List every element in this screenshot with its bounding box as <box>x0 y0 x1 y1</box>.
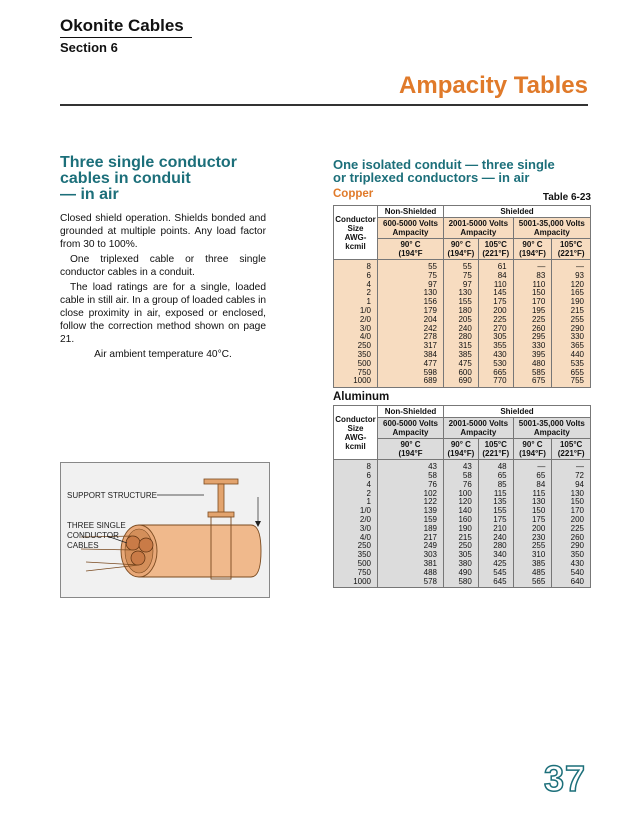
ampacity-cell: 150 <box>513 289 552 298</box>
ampacity-cell: 170 <box>552 507 591 516</box>
table-row <box>334 272 591 281</box>
ampacity-cell: 565 <box>513 578 552 588</box>
ampacity-cell: 255 <box>552 316 591 325</box>
ampacity-cell: 242 <box>378 325 444 334</box>
size-cell: 250 <box>334 542 378 551</box>
ampacity-cell: 475 <box>444 360 479 369</box>
ampacity-cell: 100 <box>444 490 479 499</box>
size-cell: 350 <box>334 551 378 560</box>
ampacity-cell: 380 <box>444 560 479 569</box>
ampacity-cell: 75 <box>378 272 444 281</box>
header-section: Section 6 <box>60 40 118 55</box>
size-cell: 4 <box>334 281 378 290</box>
title-rule <box>60 104 588 106</box>
size-cell: 1 <box>334 498 378 507</box>
size-cell: 3/0 <box>334 525 378 534</box>
ampacity-cell: 490 <box>444 569 479 578</box>
ampacity-cell: 240 <box>478 534 513 543</box>
ampacity-cell: 600 <box>444 369 479 378</box>
ampacity-cell: — <box>513 260 552 272</box>
ampacity-cell: 140 <box>444 507 479 516</box>
label-line: THREE SINGLE <box>67 521 126 530</box>
paragraph: One triplexed cable or three single conductor cables in a conduit. <box>60 254 266 278</box>
ampacity-cell: 190 <box>444 525 479 534</box>
ampacity-cell: 255 <box>513 542 552 551</box>
ampacity-cell: 310 <box>513 551 552 560</box>
ampacity-cell: 65 <box>513 472 552 481</box>
size-header: Conductor Size AWG- kcmil <box>334 206 378 260</box>
ampacity-cell: 135 <box>478 498 513 507</box>
ampacity-cell: 385 <box>444 351 479 360</box>
ampacity-cell: 139 <box>378 507 444 516</box>
ampacity-cell: 488 <box>378 569 444 578</box>
ampacity-cell: 210 <box>478 525 513 534</box>
size-cell: 1/0 <box>334 307 378 316</box>
right-heading-line: or triplexed conductors — in air <box>333 170 530 185</box>
label-line: CABLES <box>67 541 99 550</box>
ampacity-cell: 175 <box>513 516 552 525</box>
ampacity-cell: 130 <box>378 289 444 298</box>
ampacity-cell: 381 <box>378 560 444 569</box>
ampacity-cell: 278 <box>378 333 444 342</box>
ampacity-cell: 120 <box>444 498 479 507</box>
ampacity-cell: 655 <box>552 369 591 378</box>
ampacity-cell: 115 <box>513 490 552 499</box>
ampacity-cell: 535 <box>552 360 591 369</box>
ampacity-cell: 72 <box>552 472 591 481</box>
ampacity-cell: 260 <box>513 325 552 334</box>
ampacity-cell: 115 <box>478 490 513 499</box>
size-cell: 750 <box>334 369 378 378</box>
label-line: CONDUCTOR <box>67 531 119 540</box>
beam-bottom-flange <box>208 512 234 517</box>
paragraph: Closed shield operation. Shields bonded and grounded at multiple points. Any load factor from 30 to 100%. <box>60 213 266 250</box>
ampacity-cell: 645 <box>478 578 513 588</box>
cable-end <box>126 536 140 550</box>
size-cell: 4/0 <box>334 534 378 543</box>
ampacity-cell: — <box>552 460 591 472</box>
table-number: Table 6-23 <box>542 192 591 203</box>
ampacity-cell: 280 <box>444 333 479 342</box>
cable-end <box>139 538 153 552</box>
ampacity-cell: 477 <box>378 360 444 369</box>
ampacity-cell: 156 <box>378 298 444 307</box>
left-body <box>60 212 266 361</box>
ampacity-cell: 240 <box>444 325 479 334</box>
ampacity-cell: 76 <box>444 481 479 490</box>
size-cell: 2/0 <box>334 516 378 525</box>
size-cell: 4/0 <box>334 333 378 342</box>
right-column <box>333 158 591 588</box>
size-header: Conductor Size AWG- kcmil <box>334 406 378 460</box>
ampacity-cell: 93 <box>552 272 591 281</box>
ampacity-cell: 150 <box>552 498 591 507</box>
left-heading-line: Three single conductor <box>60 154 237 171</box>
ampacity-cell: 690 <box>444 377 479 387</box>
ampacity-cell: 175 <box>478 298 513 307</box>
ampacity-cell: 305 <box>478 333 513 342</box>
right-heading-line: One isolated conduit — three single <box>333 157 555 172</box>
volt-header: 5001-35,000 Volts Ampacity <box>513 218 590 239</box>
ampacity-cell: 75 <box>444 272 479 281</box>
ampacity-cell: 200 <box>513 525 552 534</box>
ampacity-cell: 165 <box>552 289 591 298</box>
ampacity-cell: 58 <box>378 472 444 481</box>
ampacity-cell: 175 <box>478 516 513 525</box>
size-cell: 1000 <box>334 578 378 588</box>
ampacity-cell: 159 <box>378 516 444 525</box>
ampacity-cell: 305 <box>444 551 479 560</box>
beam-top-flange <box>204 479 238 484</box>
page-title: Ampacity Tables <box>399 72 588 99</box>
size-cell: 250 <box>334 342 378 351</box>
temp-header: 90° C (194°F <box>378 239 444 260</box>
ampacity-cell: 217 <box>378 534 444 543</box>
ampacity-cell: 97 <box>444 281 479 290</box>
ampacity-cell: 189 <box>378 525 444 534</box>
ambient-text: Air ambient temperature 40°C. <box>94 349 232 360</box>
ampacity-cell: 385 <box>513 560 552 569</box>
ampacity-cell: 355 <box>478 342 513 351</box>
ampacity-cell: 97 <box>378 281 444 290</box>
ampacity-cell: — <box>513 460 552 472</box>
ampacity-cell: 260 <box>552 534 591 543</box>
ampacity-cell: 430 <box>478 351 513 360</box>
header-rule <box>60 37 192 38</box>
ampacity-cell: 270 <box>478 325 513 334</box>
size-cell: 6 <box>334 272 378 281</box>
temp-header: 90° C (194°F) <box>444 439 479 460</box>
ampacity-cell: 65 <box>478 472 513 481</box>
copper-label: Copper <box>333 188 374 200</box>
temp-header: 105°C (221°F) <box>478 239 513 260</box>
size-cell: 1000 <box>334 377 378 387</box>
size-cell: 2 <box>334 490 378 499</box>
size-cell: 1 <box>334 298 378 307</box>
ampacity-cell: 205 <box>444 316 479 325</box>
ampacity-cell: 43 <box>378 460 444 472</box>
ampacity-cell: 122 <box>378 498 444 507</box>
ampacity-cell: 155 <box>478 507 513 516</box>
size-cell: 500 <box>334 360 378 369</box>
ampacity-cell: 578 <box>378 578 444 588</box>
ampacity-cell: 425 <box>478 560 513 569</box>
ampacity-cell: 55 <box>378 260 444 272</box>
ampacity-cell: 43 <box>444 460 479 472</box>
label-cables <box>67 521 126 551</box>
ampacity-cell: — <box>552 260 591 272</box>
temp-header: 105°C (221°F) <box>552 239 591 260</box>
ampacity-cell: 295 <box>513 333 552 342</box>
ampacity-cell: 61 <box>478 260 513 272</box>
ampacity-cell: 225 <box>478 316 513 325</box>
ampacity-cell: 225 <box>552 525 591 534</box>
ampacity-cell: 330 <box>552 333 591 342</box>
copper-table <box>333 205 591 388</box>
ampacity-cell: 303 <box>378 551 444 560</box>
ampacity-cell: 85 <box>478 481 513 490</box>
table-row <box>334 578 591 588</box>
size-cell: 750 <box>334 569 378 578</box>
ampacity-cell: 430 <box>552 560 591 569</box>
ampacity-cell: 280 <box>478 542 513 551</box>
ampacity-cell: 145 <box>478 289 513 298</box>
shielded-header: Shielded <box>444 406 591 418</box>
size-cell: 3/0 <box>334 325 378 334</box>
size-cell: 350 <box>334 351 378 360</box>
ampacity-cell: 340 <box>478 551 513 560</box>
ampacity-cell: 598 <box>378 369 444 378</box>
ampacity-cell: 195 <box>513 307 552 316</box>
table-row <box>334 377 591 387</box>
ampacity-cell: 48 <box>478 460 513 472</box>
ampacity-cell: 665 <box>478 369 513 378</box>
size-cell: 500 <box>334 560 378 569</box>
ampacity-cell: 110 <box>513 281 552 290</box>
temp-header: 90° C (194°F) <box>513 239 552 260</box>
volt-header: 5001-35,000 Volts Ampacity <box>513 418 590 439</box>
left-column <box>60 155 266 363</box>
volt-header: 2001-5000 Volts Ampacity <box>444 218 514 239</box>
table-row <box>334 260 591 272</box>
size-cell: 8 <box>334 460 378 472</box>
ampacity-cell: 94 <box>552 481 591 490</box>
ampacity-cell: 290 <box>552 325 591 334</box>
ampacity-cell: 580 <box>444 578 479 588</box>
shielded-header: Shielded <box>444 206 591 218</box>
ampacity-cell: 200 <box>478 307 513 316</box>
temp-header: 105°C (221°F) <box>552 439 591 460</box>
ampacity-cell: 290 <box>552 542 591 551</box>
ampacity-cell: 585 <box>513 369 552 378</box>
ampacity-cell: 179 <box>378 307 444 316</box>
ampacity-cell: 317 <box>378 342 444 351</box>
temp-header: 90° C (194°F <box>378 439 444 460</box>
right-heading <box>333 158 591 184</box>
ampacity-cell: 200 <box>552 516 591 525</box>
ampacity-cell: 315 <box>444 342 479 351</box>
ampacity-cell: 180 <box>444 307 479 316</box>
left-heading <box>60 155 266 203</box>
ampacity-cell: 770 <box>478 377 513 387</box>
conduit-illustration <box>60 462 270 598</box>
volt-header: 2001-5000 Volts Ampacity <box>444 418 514 439</box>
ampacity-cell: 160 <box>444 516 479 525</box>
beam-web <box>218 484 224 514</box>
ampacity-cell: 130 <box>513 498 552 507</box>
ampacity-cell: 58 <box>444 472 479 481</box>
ampacity-cell: 102 <box>378 490 444 499</box>
size-cell: 4 <box>334 481 378 490</box>
temp-header: 105°C (221°F) <box>478 439 513 460</box>
ampacity-cell: 110 <box>478 281 513 290</box>
ampacity-cell: 384 <box>378 351 444 360</box>
ampacity-cell: 230 <box>513 534 552 543</box>
non-shielded-header: Non-Shielded <box>378 206 444 218</box>
ampacity-cell: 440 <box>552 351 591 360</box>
ampacity-cell: 190 <box>552 298 591 307</box>
ampacity-cell: 130 <box>444 289 479 298</box>
ampacity-cell: 150 <box>513 507 552 516</box>
aluminum-table <box>333 405 591 588</box>
ampacity-cell: 130 <box>552 490 591 499</box>
label-support-structure: SUPPORT STRUCTURE <box>67 491 157 500</box>
ampacity-cell: 330 <box>513 342 552 351</box>
ampacity-cell: 755 <box>552 377 591 387</box>
size-cell: 8 <box>334 260 378 272</box>
ampacity-cell: 84 <box>513 481 552 490</box>
ampacity-cell: 250 <box>444 542 479 551</box>
ampacity-cell: 350 <box>552 551 591 560</box>
left-heading-line: — in air <box>60 186 119 203</box>
header-title: Okonite Cables <box>60 16 184 35</box>
ampacity-cell: 540 <box>552 569 591 578</box>
volt-header: 600-5000 Volts Ampacity <box>378 418 444 439</box>
ampacity-cell: 480 <box>513 360 552 369</box>
paragraph: The load ratings are for a single, loaded cable in still air. In a group of loaded cables in close proximity in air, exposed or enclosed, follow the correction method shown on page 21. <box>60 282 266 345</box>
ampacity-cell: 84 <box>478 272 513 281</box>
ampacity-cell: 395 <box>513 351 552 360</box>
ampacity-cell: 689 <box>378 377 444 387</box>
ampacity-cell: 83 <box>513 272 552 281</box>
ampacity-cell: 170 <box>513 298 552 307</box>
size-cell: 2/0 <box>334 316 378 325</box>
ampacity-cell: 120 <box>552 281 591 290</box>
ampacity-cell: 225 <box>513 316 552 325</box>
table-row <box>334 472 591 481</box>
page-number: 37 <box>543 758 586 799</box>
ampacity-cell: 204 <box>378 316 444 325</box>
ampacity-cell: 55 <box>444 260 479 272</box>
size-cell: 2 <box>334 289 378 298</box>
cable-end <box>131 551 145 565</box>
ampacity-cell: 365 <box>552 342 591 351</box>
ampacity-cell: 76 <box>378 481 444 490</box>
ampacity-cell: 215 <box>552 307 591 316</box>
non-shielded-header: Non-Shielded <box>378 406 444 418</box>
ampacity-cell: 249 <box>378 542 444 551</box>
temp-header: 90° C (194°F) <box>513 439 552 460</box>
arrow-head <box>255 521 261 527</box>
left-heading-line: cables in conduit <box>60 170 191 187</box>
ampacity-cell: 215 <box>444 534 479 543</box>
ampacity-cell: 155 <box>444 298 479 307</box>
size-cell: 1/0 <box>334 507 378 516</box>
ampacity-cell: 485 <box>513 569 552 578</box>
aluminum-label: Aluminum <box>333 391 390 404</box>
size-cell: 6 <box>334 472 378 481</box>
ampacity-cell: 640 <box>552 578 591 588</box>
table-row <box>334 460 591 472</box>
temp-header: 90° C (194°F) <box>444 239 479 260</box>
ampacity-cell: 545 <box>478 569 513 578</box>
volt-header: 600-5000 Volts Ampacity <box>378 218 444 239</box>
ampacity-cell: 530 <box>478 360 513 369</box>
ampacity-cell: 675 <box>513 377 552 387</box>
